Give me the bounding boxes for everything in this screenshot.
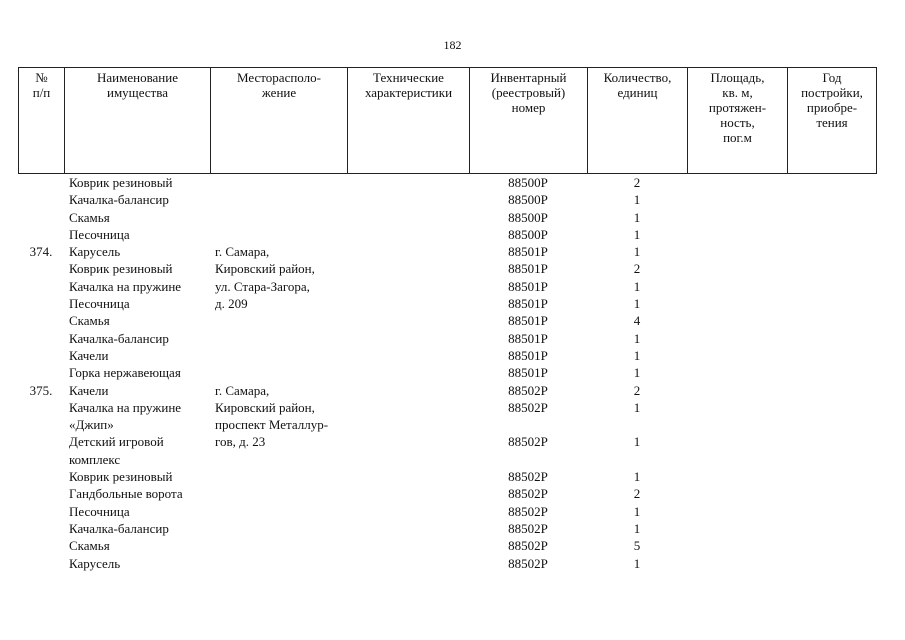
item-tech <box>347 555 469 572</box>
table-row <box>18 226 876 243</box>
row-number <box>18 485 64 502</box>
item-tech <box>347 416 469 433</box>
table-row <box>18 191 876 208</box>
item-tech <box>347 347 469 364</box>
item-year <box>787 537 876 554</box>
table-row <box>18 555 876 572</box>
item-year <box>787 451 876 468</box>
row-number: 375. <box>29 382 53 398</box>
row-number <box>18 451 64 468</box>
item-inventory-number: 88500Р <box>508 192 548 208</box>
table-row <box>18 416 876 433</box>
item-quantity <box>587 451 687 468</box>
item-inventory-number: 88502Р <box>508 555 548 571</box>
item-name: Коврик резиновый <box>69 175 173 190</box>
item-name: Коврик резиновый <box>69 469 173 485</box>
item-quantity: 1 <box>633 296 641 312</box>
row-number <box>18 347 64 364</box>
item-location <box>210 226 347 243</box>
item-name: Коврик резиновый <box>69 261 173 277</box>
item-area <box>687 260 787 277</box>
item-tech <box>347 382 469 399</box>
table-row <box>18 468 876 485</box>
item-area <box>687 503 787 520</box>
item-year <box>787 226 876 243</box>
item-tech <box>347 295 469 312</box>
item-area <box>687 174 787 191</box>
item-tech <box>347 451 469 468</box>
item-quantity: 4 <box>633 313 641 329</box>
item-year <box>787 174 876 191</box>
item-tech <box>347 537 469 554</box>
item-name: Качели <box>69 382 109 398</box>
item-quantity: 1 <box>633 555 641 571</box>
table-row <box>18 433 876 450</box>
item-inventory-number: 88502Р <box>508 520 548 536</box>
item-location <box>210 468 347 485</box>
row-number <box>18 399 64 416</box>
row-number <box>18 312 64 329</box>
item-location <box>210 347 347 364</box>
item-name: Скамья <box>69 538 110 554</box>
item-inventory-number: 88501Р <box>508 261 548 277</box>
item-name: Гандбольные ворота <box>69 486 183 502</box>
row-number <box>18 468 64 485</box>
row-number <box>18 520 64 537</box>
item-name: «Джип» <box>69 417 114 433</box>
item-area <box>687 451 787 468</box>
item-area <box>687 209 787 226</box>
item-tech <box>347 174 469 191</box>
item-location: д. 209 <box>215 296 248 312</box>
item-inventory-number: 88501Р <box>508 296 548 312</box>
table-row <box>18 312 876 329</box>
item-quantity: 5 <box>633 538 641 554</box>
table-row <box>18 399 876 416</box>
item-quantity: 1 <box>633 399 641 415</box>
table-row <box>18 330 876 347</box>
header-inventory: Инвентарный (реестровый) номер <box>470 68 588 174</box>
table-row <box>18 243 876 260</box>
row-number <box>18 295 64 312</box>
item-inventory-number: 88501Р <box>508 365 548 381</box>
item-inventory-number: 88502Р <box>508 469 548 485</box>
row-number <box>18 260 64 277</box>
item-year <box>787 433 876 450</box>
row-number <box>18 191 64 208</box>
table-body <box>18 174 876 572</box>
header-tech: Технические характеристики <box>348 68 470 174</box>
table-row <box>18 537 876 554</box>
page-number: 182 <box>443 38 462 52</box>
item-location: г. Самара, <box>215 382 270 398</box>
item-name: Качалка-балансир <box>69 330 169 346</box>
item-area <box>687 278 787 295</box>
item-inventory-number: 88501Р <box>508 330 548 346</box>
row-number: 374. <box>29 244 53 260</box>
item-location: Кировский район, <box>215 261 315 277</box>
item-quantity: 1 <box>633 347 641 363</box>
item-name: Скамья <box>69 209 110 225</box>
item-tech <box>347 209 469 226</box>
item-year <box>787 209 876 226</box>
item-tech <box>347 399 469 416</box>
header-year: Год постройки, приобре- тения <box>788 68 877 174</box>
item-quantity: 1 <box>633 192 641 208</box>
item-quantity: 1 <box>633 365 641 381</box>
item-location <box>210 364 347 381</box>
item-year <box>787 399 876 416</box>
item-tech <box>347 243 469 260</box>
item-inventory-number <box>469 416 587 433</box>
item-inventory-number: 88502Р <box>508 486 548 502</box>
item-area <box>687 468 787 485</box>
table-row <box>18 174 876 191</box>
table-row <box>18 347 876 364</box>
table-row <box>18 209 876 226</box>
item-location <box>210 537 347 554</box>
item-inventory-number: 88501Р <box>508 244 548 260</box>
item-tech <box>347 278 469 295</box>
item-quantity: 1 <box>633 503 641 519</box>
item-year <box>787 191 876 208</box>
item-location <box>210 312 347 329</box>
item-tech <box>347 330 469 347</box>
row-number <box>18 174 64 191</box>
item-tech <box>347 226 469 243</box>
item-quantity: 1 <box>633 244 641 260</box>
row-number <box>18 209 64 226</box>
header-num: № п/п <box>19 68 65 174</box>
item-location <box>210 330 347 347</box>
item-inventory-number: 88501Р <box>508 313 548 329</box>
item-area <box>687 364 787 381</box>
item-quantity: 2 <box>633 175 641 190</box>
item-inventory-number: 88501Р <box>508 278 548 294</box>
item-area <box>687 537 787 554</box>
item-location: г. Самара, <box>215 244 270 260</box>
item-year <box>787 260 876 277</box>
item-location <box>210 555 347 572</box>
item-name: комплекс <box>69 451 121 467</box>
header-location: Месторасполо- жение <box>211 68 348 174</box>
item-quantity: 1 <box>633 520 641 536</box>
row-number <box>18 433 64 450</box>
item-name: Детский игровой <box>69 434 164 450</box>
item-tech <box>347 312 469 329</box>
item-quantity: 1 <box>633 278 641 294</box>
row-number <box>18 503 64 520</box>
row-number <box>18 537 64 554</box>
row-number <box>18 330 64 347</box>
item-area <box>687 485 787 502</box>
table-row <box>18 503 876 520</box>
item-area <box>687 382 787 399</box>
item-inventory-number: 88500Р <box>508 226 548 242</box>
item-area <box>687 520 787 537</box>
item-area <box>687 399 787 416</box>
item-location <box>210 191 347 208</box>
item-name: Скамья <box>69 313 110 329</box>
item-quantity: 1 <box>633 434 641 450</box>
item-year <box>787 312 876 329</box>
item-tech <box>347 191 469 208</box>
item-inventory-number: 88502Р <box>508 399 548 415</box>
item-inventory-number: 88500Р <box>508 175 548 190</box>
row-number <box>18 555 64 572</box>
table-row <box>18 485 876 502</box>
item-year <box>787 416 876 433</box>
item-quantity: 1 <box>633 226 641 242</box>
item-quantity: 2 <box>633 261 641 277</box>
item-year <box>787 520 876 537</box>
table-header <box>18 67 877 174</box>
item-tech <box>347 485 469 502</box>
item-year <box>787 468 876 485</box>
item-area <box>687 226 787 243</box>
table-row <box>18 451 876 468</box>
row-number <box>18 226 64 243</box>
item-location <box>210 520 347 537</box>
item-name: Качалка на пружине <box>69 278 182 294</box>
table-row <box>18 278 876 295</box>
table-row <box>18 260 876 277</box>
row-number <box>18 416 64 433</box>
item-tech <box>347 520 469 537</box>
item-area <box>687 555 787 572</box>
item-area <box>687 416 787 433</box>
item-area <box>687 191 787 208</box>
item-quantity: 1 <box>633 469 641 485</box>
item-quantity: 1 <box>633 330 641 346</box>
item-name: Карусель <box>69 555 121 571</box>
item-tech <box>347 260 469 277</box>
item-name: Качалка-балансир <box>69 520 169 536</box>
item-inventory-number <box>469 451 587 468</box>
item-tech <box>347 433 469 450</box>
item-inventory-number: 88502Р <box>508 503 548 519</box>
item-year <box>787 555 876 572</box>
item-name: Песочница <box>69 226 130 242</box>
item-quantity: 1 <box>633 209 641 225</box>
header-name: Наименование имущества <box>65 68 211 174</box>
item-name: Качалка на пружине <box>69 399 182 415</box>
item-year <box>787 278 876 295</box>
item-year <box>787 347 876 364</box>
row-number <box>18 278 64 295</box>
table-row <box>18 364 876 381</box>
item-name: Горка нержавеющая <box>69 365 181 381</box>
item-tech <box>347 503 469 520</box>
item-inventory-number: 88501Р <box>508 347 548 363</box>
item-tech <box>347 468 469 485</box>
row-number <box>18 364 64 381</box>
item-area <box>687 243 787 260</box>
item-inventory-number: 88502Р <box>508 538 548 554</box>
item-inventory-number: 88500Р <box>508 209 548 225</box>
item-location <box>210 209 347 226</box>
item-location <box>210 485 347 502</box>
item-quantity <box>587 416 687 433</box>
item-quantity: 2 <box>633 486 641 502</box>
table-row <box>18 295 876 312</box>
table-row <box>18 382 876 399</box>
item-name: Карусель <box>69 244 121 260</box>
item-area <box>687 347 787 364</box>
item-location <box>210 451 347 468</box>
item-inventory-number: 88502Р <box>508 382 548 398</box>
item-location <box>210 503 347 520</box>
item-location: Кировский район, <box>215 399 315 415</box>
item-name: Песочница <box>69 296 130 312</box>
item-year <box>787 243 876 260</box>
item-area <box>687 433 787 450</box>
item-area <box>687 330 787 347</box>
item-year <box>787 364 876 381</box>
item-quantity: 2 <box>633 382 641 398</box>
item-year <box>787 295 876 312</box>
item-name: Песочница <box>69 503 130 519</box>
item-year <box>787 382 876 399</box>
item-location: проспект Металлур- <box>215 417 329 433</box>
item-location: гов, д. 23 <box>215 434 266 450</box>
item-tech <box>347 364 469 381</box>
table-row <box>18 520 876 537</box>
item-name: Качалка-балансир <box>69 192 169 208</box>
header-area: Площадь, кв. м, протяжен- ность, пог.м <box>688 68 788 174</box>
item-year <box>787 485 876 502</box>
item-area <box>687 295 787 312</box>
item-inventory-number: 88502Р <box>508 434 548 450</box>
item-name: Качели <box>69 347 109 363</box>
item-year <box>787 503 876 520</box>
header-quantity: Количество, единиц <box>588 68 688 174</box>
item-location: ул. Стара-Загора, <box>215 278 310 294</box>
item-area <box>687 312 787 329</box>
item-year <box>787 330 876 347</box>
item-location <box>210 174 347 191</box>
